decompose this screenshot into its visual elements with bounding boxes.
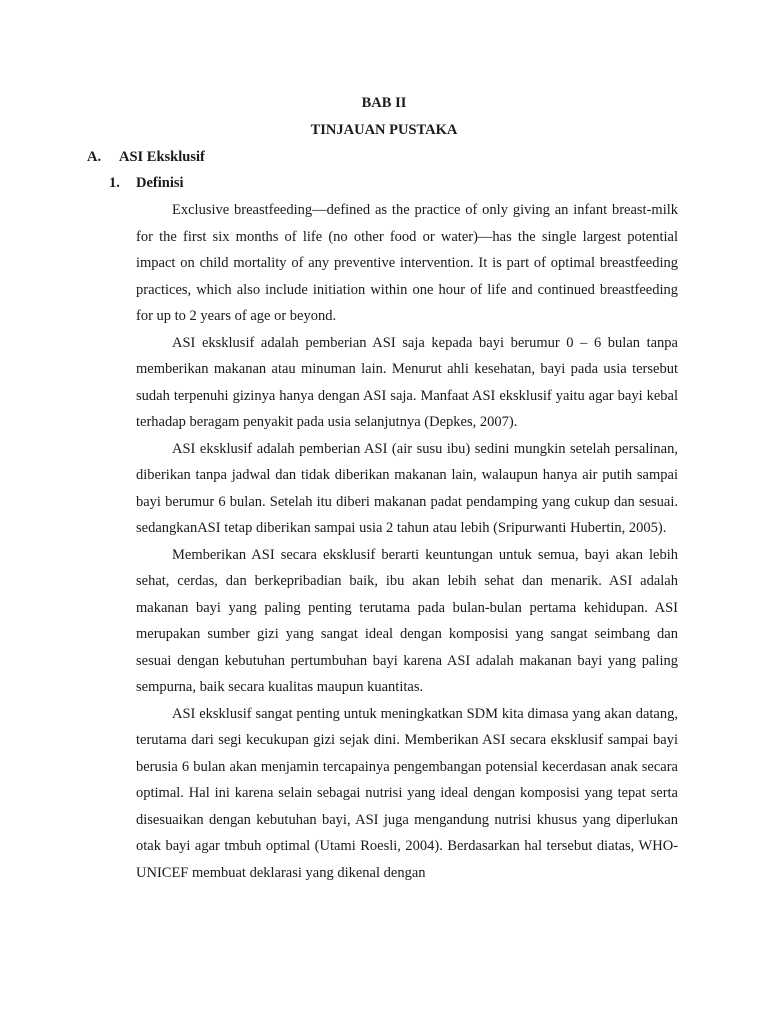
section-title: ASI Eksklusif [119,149,205,165]
paragraph: ASI eksklusif adalah pemberian ASI saja kepada bayi berumur 0 – 6 bulan tanpa memberikan makanan atau minuman lain. Menurut ahli kesehatan, bayi pada usia tersebut sudah terpenuhi gizinya hanya dengan ASI saja. Manfaat ASI eksklusif yaitu agar bayi kebal terhadap beragam penyakit pada usia selanjutnya (Depkes, 2007). [136,334,678,430]
subsection-heading [109,173,184,193]
subsection-title: Definisi [136,175,184,191]
section-heading [87,147,205,167]
subsection-number: 1. [109,175,120,191]
paragraph: Memberikan ASI secara eksklusif berarti keuntungan untuk semua, bayi akan lebih sehat, cerdas, dan berkepribadian baik, ibu akan lebih sehat dan menarik. ASI adalah makanan bayi yang paling penting terutama pada bulan-bulan pertama kehidupan. ASI merupakan sumber gizi yang sangat ideal dengan komposisi yang sangat seimbang dan sesuai dengan kebutuhan pertumbuhan bayi karena ASI adalah makanan bayi yang paling sempurna, baik secara kualitas maupun kuantitas. [136,546,678,695]
paragraph: ASI eksklusif adalah pemberian ASI (air susu ibu) sedini mungkin setelah persalinan, diberikan tanpa jadwal dan tidak diberikan makanan lain, walaupun hanya air putih sampai bayi berumur 6 bulan. Setelah itu diberi makanan padat pendamping yang cukup dan sesuai. sedangkanASI tetap diberikan sampai usia 2 tahun atau lebih (Sripurwanti Hubertin, 2005). [136,440,678,536]
paragraph: ASI eksklusif sangat penting untuk meningkatkan SDM kita dimasa yang akan datang, terutama dari segi kecukupan gizi sejak dini. Memberikan ASI secara eksklusif sampai bayi berusia 6 bulan akan menjamin tercapainya pengembangan potensial kecerdasan anak secara optimal. Hal ini karena selain sebagai nutrisi yang ideal dengan komposisi yang tepat serta disesuaikan dengan kebutuhan bayi, ASI juga mengandung nutrisi khusus yang diperlukan otak bayi agar tmbuh optimal (Utami Roesli, 2004). Berdasarkan hal tersebut diatas, WHO-UNICEF membuat deklarasi yang dikenal dengan [136,705,678,881]
chapter-title: TINJAUAN PUSTAKA [310,122,458,138]
paragraph: Exclusive breastfeeding—defined as the practice of only giving an infant breast-milk for the first six months of life (no other food or water)—has the single largest potential impact on child mortality of any preventive intervention. It is part of optimal breastfeeding practices, which also include initiation within one hour of life and continued breastfeeding for up to 2 years of age or beyond. [136,202,678,324]
chapter-heading: BAB II [361,95,407,111]
section-number: A. [87,149,102,165]
body-text [136,197,678,886]
